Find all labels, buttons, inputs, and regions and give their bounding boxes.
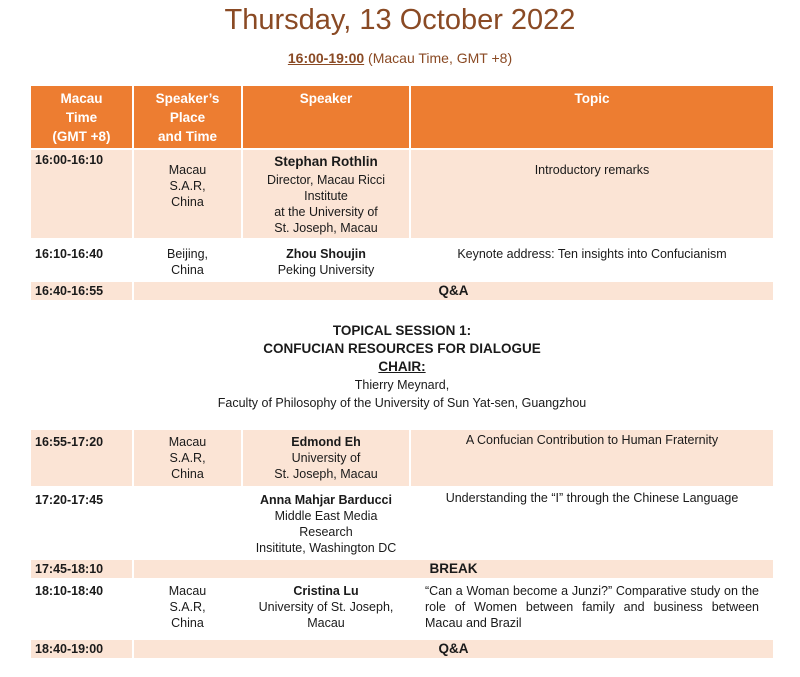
time-cell: 17:45-18:10 <box>30 559 133 579</box>
place-cell: Beijing, China <box>133 239 242 281</box>
header-place: Speaker’s Place and Time <box>133 85 242 149</box>
time-subtitle <box>0 50 800 66</box>
time-zone-note: (Macau Time, GMT +8) <box>364 50 513 66</box>
topic-cell: Understanding the “I” through the Chinese Language <box>410 487 774 559</box>
place-cell: Macau S.A.R, China <box>133 579 242 639</box>
speaker-cell: Edmond Eh University of St. Joseph, Macau <box>242 429 410 487</box>
table-row <box>30 579 774 639</box>
speaker-cell: Zhou Shoujin Peking University <box>242 239 410 281</box>
break-label: BREAK <box>133 559 774 579</box>
time-cell: 18:10-18:40 <box>30 579 133 639</box>
table-row <box>30 559 774 579</box>
time-cell: 17:20-17:45 <box>30 487 133 559</box>
table-row <box>30 149 774 239</box>
session-title: CONFUCIAN RESOURCES FOR DIALOGUE <box>263 341 541 356</box>
place-cell: Macau S.A.R, China <box>133 429 242 487</box>
table-row <box>30 281 774 301</box>
time-cell: 18:40-19:00 <box>30 639 133 659</box>
speaker-cell: Stephan Rothlin Director, Macau Ricci Institute at the University of St. Joseph, Macau <box>242 149 410 239</box>
session-time-range: 16:00-19:00 <box>287 50 365 66</box>
session-number: TOPICAL SESSION 1: <box>332 323 472 338</box>
chair-affiliation: Faculty of Philosophy of the University of Sun Yat-sen, Guangzhou <box>217 396 587 410</box>
header-topic: Topic <box>410 85 774 149</box>
topic-cell: Keynote address: Ten insights into Confucianism <box>410 239 774 281</box>
session-row <box>30 301 774 429</box>
table-row <box>30 639 774 659</box>
topic-cell: “Can a Woman become a Junzi?” Comparative study on the role of Women between family and business between Macau and Brazil <box>410 579 774 639</box>
session-block <box>30 301 774 429</box>
chair-label: CHAIR: <box>378 359 426 374</box>
time-cell: 16:00-16:10 <box>30 149 133 239</box>
qa-label: Q&A <box>133 281 774 301</box>
time-cell: 16:40-16:55 <box>30 281 133 301</box>
chair-name: Thierry Meynard, <box>354 378 450 392</box>
schedule-table <box>29 84 775 660</box>
time-cell: 16:10-16:40 <box>30 239 133 281</box>
topic-cell: A Confucian Contribution to Human Fraternity <box>410 429 774 487</box>
table-header-row <box>30 85 774 149</box>
table-row <box>30 487 774 559</box>
speaker-cell: Cristina Lu University of St. Joseph, Macau <box>242 579 410 639</box>
place-cell: Macau S.A.R, China <box>133 149 242 239</box>
table-row <box>30 429 774 487</box>
page-title: Thursday, 13 October 2022 <box>224 4 576 36</box>
qa-label: Q&A <box>133 639 774 659</box>
header-time: Macau Time (GMT +8) <box>30 85 133 149</box>
topic-cell: Introductory remarks <box>410 149 774 239</box>
time-cell: 16:55-17:20 <box>30 429 133 487</box>
place-cell <box>133 487 242 559</box>
table-row <box>30 239 774 281</box>
speaker-cell: Anna Mahjar Barducci Middle East Media Research Insititute, Washington DC <box>242 487 410 559</box>
header-speaker: Speaker <box>242 85 410 149</box>
